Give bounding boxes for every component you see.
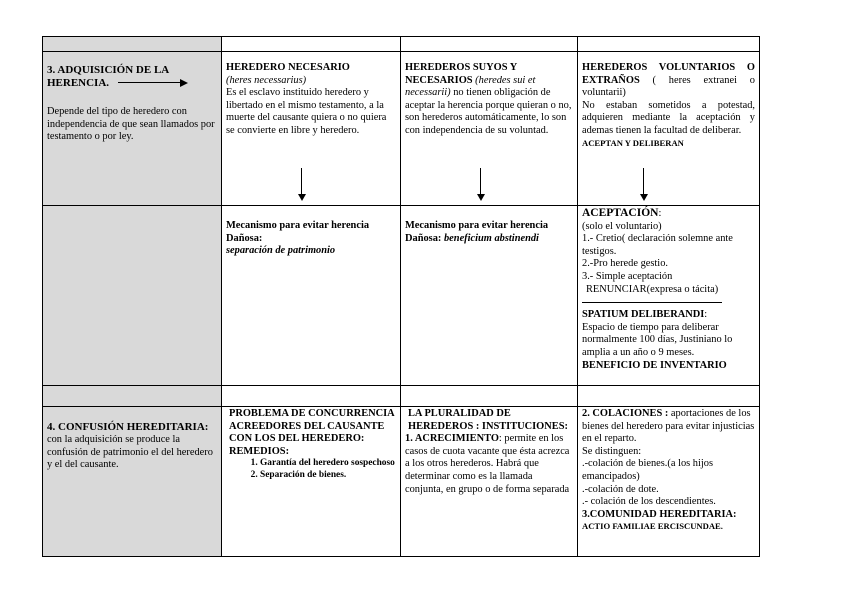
actio-familiae: ACTIO FAMILIAE ERCISCUNDAE. xyxy=(582,521,723,532)
remedio-item: 2. Separación de bienes. xyxy=(260,470,396,482)
pluralidad-title: LA PLURALIDAD DE HEREDEROS : INSTITUCIONES: xyxy=(408,408,568,432)
heredero-necesario-latin: (heres necessarius) xyxy=(226,74,307,86)
pluralidad-cell xyxy=(401,407,578,557)
section4-title: 4. CONFUSIÓN HEREDITARIA: xyxy=(47,421,209,433)
separator-row xyxy=(43,386,760,407)
mecanismos-row xyxy=(43,206,760,386)
comunidad-hereditaria: 3.COMUNIDAD HEREDITARIA: xyxy=(582,508,737,520)
mecanismo-necesario-label: Mecanismo para evitar herencia Dañosa: xyxy=(226,220,370,244)
mecanismo-suyos-body xyxy=(405,220,573,245)
colaciones-label: 2. COLACIONES : xyxy=(582,408,669,419)
spacer-cell xyxy=(401,37,578,52)
acrecimiento-body xyxy=(405,433,573,496)
renunciar-text: RENUNCIAR(expresa o tácita) xyxy=(586,283,719,295)
colaciones-text: aportaciones de los bienes del heredero para evitar injusticias en el reparto. xyxy=(582,408,755,445)
spacer-cell xyxy=(43,386,222,407)
colacion-item: .-colación de bienes.(a los hijos emancipados) xyxy=(582,458,713,482)
section3-cell xyxy=(43,52,222,206)
colaciones-body xyxy=(582,408,755,446)
problema-title: PROBLEMA DE CONCURRENCIA ACREEDORES DEL CAUSANTE CON LOS DEL HEREDERO: REMEDIOS: xyxy=(229,408,395,457)
section4-description: con la adquisición se produce la confusión de patrimonio el del heredero y el del causante. xyxy=(47,434,213,471)
aceptacion-item: 1.- Cretio( declaración solemne ante testigos. xyxy=(582,233,733,257)
header-spacer-row xyxy=(43,37,760,52)
spacer-cell xyxy=(578,386,760,407)
herederos-suyos-title: HEREDEROS SUYOS Y NECESARIOS xyxy=(405,62,517,86)
confusion-row xyxy=(43,407,760,557)
herederos-voluntarios-latin: ( heres extranei o voluntarii) xyxy=(582,74,755,99)
colacion-item: .-colación de dote. xyxy=(582,483,659,495)
mecanismo-suyos-label: Mecanismo para evitar herencia Dañosa: xyxy=(405,220,549,244)
mecanismo-suyos-value: beneficium abstinendi xyxy=(443,232,539,244)
spacer-cell xyxy=(401,386,578,407)
beneficio-inventario: BENEFICIO DE INVENTARIO xyxy=(582,359,727,371)
section3-title: 3. ADQUISICIÓN DE LA HERENCIA. xyxy=(47,64,217,90)
aceptacion-item: 3.- Simple aceptación xyxy=(582,270,673,282)
colacion-item: .- colación de los descendientes. xyxy=(582,496,716,508)
acrecimiento-label: 1. ACRECIMIENTO xyxy=(405,433,499,445)
spatium-heading: SPATIUM DELIBERANDI: xyxy=(582,309,708,321)
aceptacion-title: ACEPTACIÓN xyxy=(582,207,659,219)
herederos-suyos-latin: (heredes sui et necessarii) xyxy=(405,74,536,99)
spacer-cell xyxy=(222,37,401,52)
heredero-necesario-cell xyxy=(222,52,401,206)
spatium-title: SPATIUM DELIBERANDI xyxy=(582,309,705,321)
spacer-cell xyxy=(43,37,222,52)
spacer-cell xyxy=(222,386,401,407)
remedios-list xyxy=(226,458,396,481)
colaciones-intro: Se distinguen: xyxy=(582,445,642,457)
heredero-necesario-text: Es el esclavo instituido heredero y libertado en el mismo testamento, a la muerte del causante quiera o no quiera se convierte en libre y heredero. xyxy=(226,87,387,136)
herederos-voluntarios-text: No estaban sometidos a potestad, adquieren mediante la aceptación y ademas tienen la facultad de deliberar. xyxy=(582,99,755,136)
remedio-item: 1. Garantía del heredero sospechoso xyxy=(260,458,396,470)
herederos-suyos-body xyxy=(405,62,573,138)
divider xyxy=(582,302,722,303)
herederos-suyos-cell xyxy=(401,52,578,206)
herederos-voluntarios-cell xyxy=(578,52,760,206)
section4-cell xyxy=(43,407,222,557)
heredero-necesario-title: HEREDERO NECESARIO xyxy=(226,62,350,73)
empty-gray-cell xyxy=(43,206,222,386)
aceptacion-note: (solo el voluntario) xyxy=(582,220,662,232)
mecanismo-suyos-cell xyxy=(401,206,578,386)
aceptacion-heading: ACEPTACIÓN: xyxy=(582,207,662,219)
problema-cell xyxy=(222,407,401,557)
spacer-cell xyxy=(578,37,760,52)
aceptan-deliberan-label: ACEPTAN Y DELIBERAN xyxy=(582,137,684,148)
section3-description: Depende del tipo de heredero con independencia de que sean llamados por testamento o por ley. xyxy=(47,106,215,143)
herederos-voluntarios-body xyxy=(582,62,755,138)
herederos-voluntarios-title: HEREDEROS VOLUNTARIOS O EXTRAÑOS xyxy=(582,62,755,86)
herencia-table xyxy=(42,36,760,557)
colaciones-cell xyxy=(578,407,760,557)
spatium-text: Espacio de tiempo para deliberar normalmente 100 días, Justiniano lo amplia a un año o 9 meses. xyxy=(582,321,733,358)
right-arrow-icon xyxy=(118,79,188,87)
herederos-suyos-text: no tienen obligación de aceptar la herencia porque quieran o no, son herederos automáticamente, lo son con independencia de su voluntad. xyxy=(405,87,572,136)
tipos-heredero-row xyxy=(43,52,760,206)
mecanismo-necesario-value: separación de patrimonio xyxy=(226,245,336,257)
aceptacion-item: 2.-Pro herede gestio. xyxy=(582,258,668,270)
acrecimiento-text: : permite en los casos de cuota vacante que ésta acrezca a los otros herederos. Habrá que determinar como es la llamada conjunta, en grupo o de forma separada xyxy=(405,433,570,495)
aceptacion-cell xyxy=(578,206,760,386)
mecanismo-necesario-cell xyxy=(222,206,401,386)
